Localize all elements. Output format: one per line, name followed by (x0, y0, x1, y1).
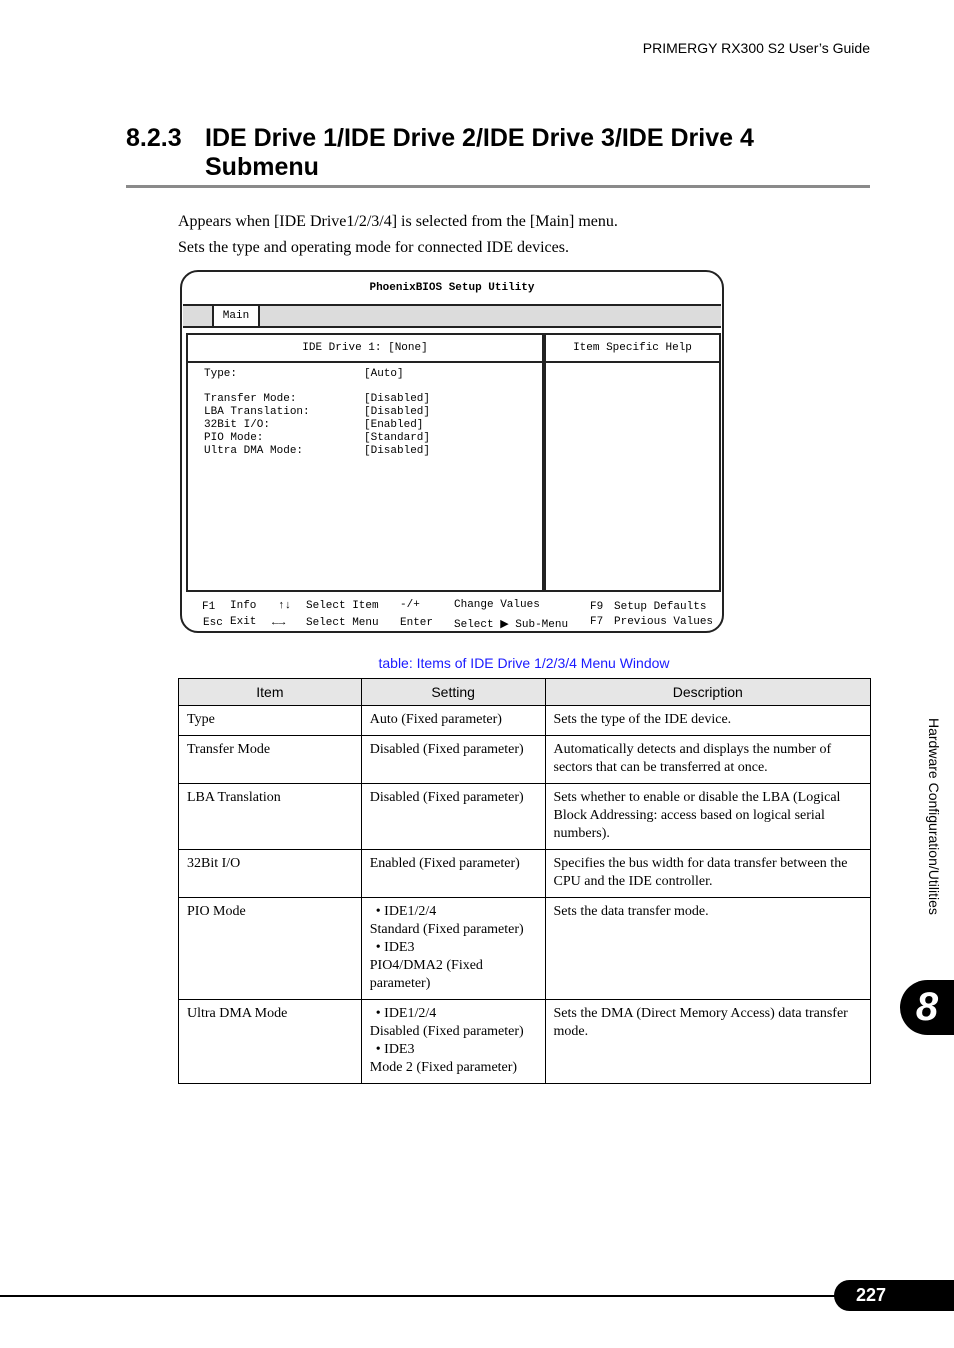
section-heading (126, 124, 870, 188)
key-select-menu-label: Select Menu (306, 617, 379, 629)
running-header: PRIMERGY RX300 S2 User’s Guide (642, 40, 870, 56)
cell-setting (361, 1000, 545, 1084)
cell-setting: Disabled (Fixed parameter) (361, 784, 545, 850)
setting-label: LBA Translation: (204, 406, 310, 418)
chapter-badge: 8 (900, 980, 954, 1035)
key-info-label: Info (230, 600, 257, 612)
bios-setting-transfer-mode[interactable] (204, 393, 431, 405)
bios-title: PhoenixBIOS Setup Utility (369, 282, 535, 294)
cell-description: Sets the DMA (Direct Memory Access) data transfer mode. (545, 1000, 870, 1084)
table-row (179, 850, 871, 898)
setting-value: [Auto] (364, 368, 404, 380)
setting-line: Standard (Fixed parameter) (369, 922, 524, 937)
cell-item: Ultra DMA Mode (179, 1000, 362, 1084)
bios-help-title: Item Specific Help (546, 335, 719, 363)
bios-setting-pio-mode[interactable] (204, 432, 431, 444)
bios-setting-32bit-io[interactable] (204, 419, 424, 431)
setting-line: Mode 2 (Fixed parameter) (369, 1060, 518, 1075)
setting-label: PIO Mode: (204, 432, 264, 444)
table-row (179, 784, 871, 850)
bios-tab-main[interactable]: Main (212, 306, 260, 326)
table-row (179, 706, 871, 736)
table-row (179, 898, 871, 1000)
table-header-row (179, 679, 871, 706)
cell-item: Transfer Mode (179, 736, 362, 784)
key-f7: F7 (590, 616, 604, 628)
column-header-description: Description (545, 679, 870, 706)
side-tab-chapter-title: Hardware Configuration/Utilities (926, 718, 942, 915)
key-f1: F1 (202, 601, 216, 613)
setting-label: Type: (204, 368, 238, 380)
key-select-submenu-label: Select ▶ Sub-Menu (454, 619, 569, 631)
cell-description: Sets the type of the IDE device. (545, 706, 870, 736)
setting-value: [Standard] (364, 432, 431, 444)
setting-label: 32Bit I/O: (204, 419, 271, 431)
cell-item: Type (179, 706, 362, 736)
setting-bullet: • IDE3 (375, 940, 415, 955)
table-row (179, 736, 871, 784)
key-f9: F9 (590, 601, 604, 613)
bios-setting-lba-translation[interactable] (204, 406, 431, 418)
cell-item: LBA Translation (179, 784, 362, 850)
setting-line: Disabled (Fixed parameter) (369, 1024, 524, 1039)
bios-panel-title: IDE Drive 1: [None] (188, 335, 542, 363)
key-enter: Enter (400, 617, 434, 629)
column-header-setting: Setting (361, 679, 545, 706)
key-minus-plus: -/+ (400, 599, 420, 611)
bios-menubar (183, 304, 721, 328)
leftright-arrows-icon: ←→ (272, 617, 286, 629)
updown-arrows-icon: ↑↓ (278, 600, 292, 612)
setting-line: PIO4/DMA2 (Fixed parameter) (369, 958, 483, 991)
cell-setting: Enabled (Fixed parameter) (361, 850, 545, 898)
page-number: 227 (834, 1280, 954, 1311)
bios-help-panel (544, 333, 721, 592)
cell-setting (361, 898, 545, 1000)
items-table (178, 678, 871, 1084)
cell-description: Sets the data transfer mode. (545, 898, 870, 1000)
intro-text-2: Sets the type and operating mode for connected IDE devices. (178, 239, 569, 256)
key-select-item-label: Select Item (306, 600, 379, 612)
bios-screen (180, 270, 724, 633)
cell-item: 32Bit I/O (179, 850, 362, 898)
cell-item: PIO Mode (179, 898, 362, 1000)
key-change-values-label: Change Values (454, 599, 540, 611)
table-caption: table: Items of IDE Drive 1/2/3/4 Menu Window (378, 655, 670, 671)
bios-settings-panel (186, 333, 544, 592)
cell-description: Automatically detects and displays the number of sectors that can be transferred at once. (545, 736, 870, 784)
section-number: 8.2.3 (126, 124, 182, 152)
setting-bullet: • IDE3 (375, 1042, 415, 1057)
key-esc: Esc (203, 617, 223, 629)
cell-setting: Disabled (Fixed parameter) (361, 736, 545, 784)
setting-bullet: • IDE1/2/4 (375, 1006, 437, 1021)
setting-label: Ultra DMA Mode: (204, 445, 304, 457)
setting-value: [Enabled] (364, 419, 424, 431)
bios-setting-type[interactable] (204, 368, 404, 380)
footer-rule (0, 1295, 840, 1297)
key-previous-values-label: Previous Values (614, 616, 714, 628)
cell-description: Sets whether to enable or disable the LBA (Logical Block Addressing: access based on logical serial numbers). (545, 784, 870, 850)
setting-value: [Disabled] (364, 445, 431, 457)
bios-setting-ultra-dma-mode[interactable] (204, 445, 431, 457)
cell-description: Specifies the bus width for data transfer between the CPU and the IDE controller. (545, 850, 870, 898)
key-exit-label: Exit (230, 616, 257, 628)
cell-setting: Auto (Fixed parameter) (361, 706, 545, 736)
setting-label: Transfer Mode: (204, 393, 297, 405)
column-header-item: Item (179, 679, 362, 706)
setting-value: [Disabled] (364, 406, 431, 418)
intro-text-1: Appears when [IDE Drive1/2/3/4] is selected from the [Main] menu. (178, 213, 618, 230)
key-setup-defaults-label: Setup Defaults (614, 601, 707, 613)
section-title: IDE Drive 1/IDE Drive 2/IDE Drive 3/IDE Drive 4 Submenu (205, 124, 754, 181)
setting-bullet: • IDE1/2/4 (375, 904, 437, 919)
setting-value: [Disabled] (364, 393, 431, 405)
table-row (179, 1000, 871, 1084)
